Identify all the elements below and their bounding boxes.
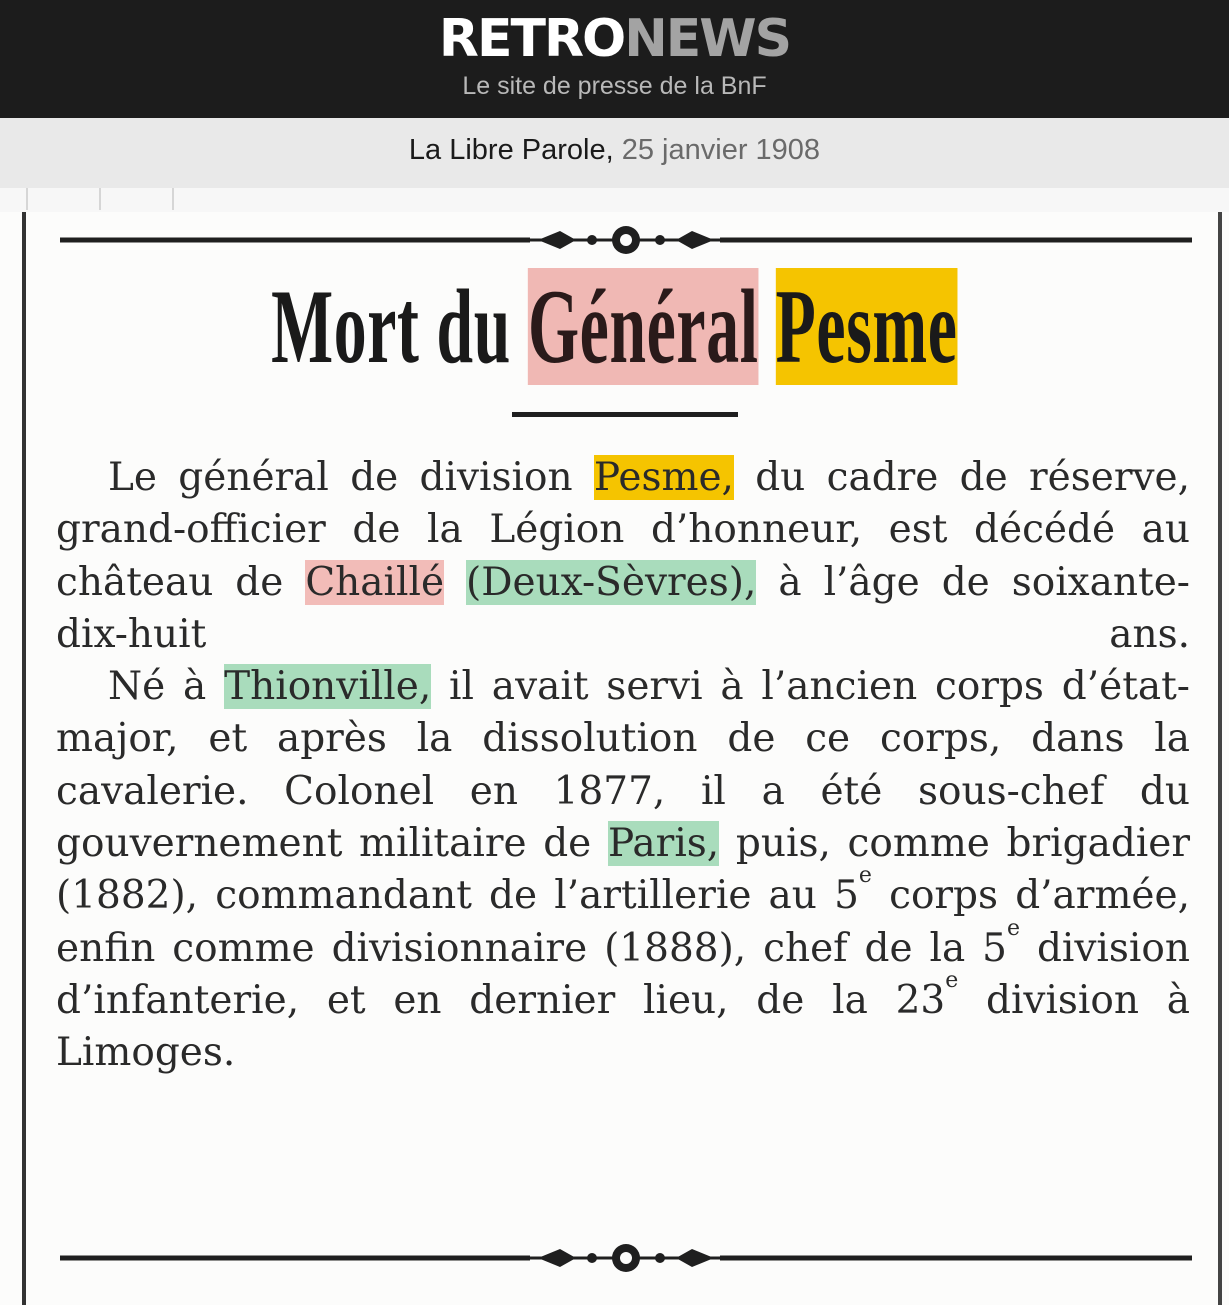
column-border-left (22, 212, 26, 1305)
ordinal-sup-3: e (945, 967, 959, 993)
p2-text-2: il avait servi à l’ancien corps d’état-major, et après la dissolution de ce corps, dans la cavalerie. Colonel en 1877, il a été sous-chef du gouvernement militaire de (56, 664, 1190, 867)
ornamental-rule-bottom (60, 1238, 1192, 1278)
p1-text-3: à l’âge de soixante-dix-huit ans. (56, 559, 1190, 657)
p2-text-6: division à Limoges. (56, 977, 1191, 1076)
retronews-logo[interactable] (0, 8, 1229, 70)
source-bar (0, 118, 1229, 188)
site-tagline: Le site de presse de la BnF (462, 72, 767, 100)
column-border-right (1218, 212, 1222, 1305)
article-body (56, 452, 1190, 1080)
entity-pesme[interactable]: Pesme, (593, 455, 734, 500)
p2-text-1: Né à (108, 664, 225, 710)
p2-text-4: corps d’armée, enfin comme divisionnaire (1888), chef de la 5 (56, 873, 1190, 971)
strip-divider (26, 188, 28, 210)
strip-divider (172, 188, 174, 210)
strip-divider (99, 188, 101, 210)
p1-text-2: du cadre de réserve, grand-officier de la Légion d’honneur, est décédé au château de (56, 455, 1190, 605)
publication-date: 25 janvier 1908 (621, 134, 821, 166)
scan-top-strip (0, 188, 1229, 213)
p2-text-5: division d’infanterie, et en dernier lieu, de la 23 (56, 925, 1190, 1023)
paragraph-2 (56, 661, 1190, 1079)
entity-deux-sevres[interactable]: (Deux-Sèvres), (466, 559, 757, 605)
headline-pesme[interactable]: Pesme (775, 268, 958, 385)
logo-retro: RETRO (438, 9, 625, 69)
entity-thionville[interactable]: Thionville, (224, 664, 432, 710)
ordinal-sup-1: e (858, 863, 872, 889)
p1-text-1: Le général de division (108, 455, 594, 500)
headline-general[interactable]: Général (527, 268, 759, 385)
article-headline (233, 268, 995, 386)
p2-text-3: puis, comme brigadier (1882), commandant de l’artillerie au 5 (56, 821, 1190, 919)
site-header (0, 0, 1229, 118)
logo-news: NEWS (624, 9, 791, 69)
entity-chaille[interactable]: Chaillé (305, 559, 445, 605)
entity-paris[interactable]: Paris, (607, 821, 720, 867)
headline-underline (512, 412, 738, 417)
newspaper-title: La Libre Parole, (408, 134, 614, 166)
ordinal-sup-2: e (1006, 915, 1021, 941)
paragraph-1 (56, 452, 1190, 661)
ornamental-rule-top (60, 220, 1192, 260)
headline-part-1: Mort du (271, 268, 528, 385)
